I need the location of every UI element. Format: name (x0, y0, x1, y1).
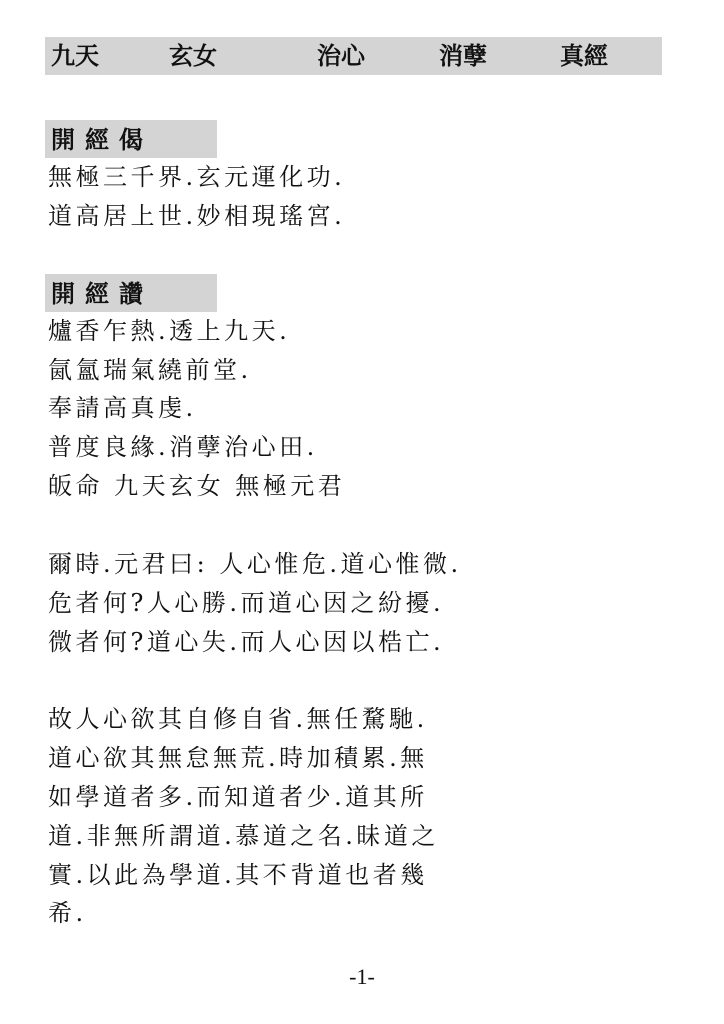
verse-line: 普度良緣.消孽治心田. (48, 433, 318, 461)
title-word-zhenjing: 真經 (560, 41, 608, 70)
section-heading-kaijing-ji (45, 120, 217, 158)
page-number: -1- (349, 964, 375, 989)
paragraph-line: 微者何?道心失.而人心因以梏亡. (48, 628, 445, 656)
paragraph-line: 希. (48, 899, 87, 927)
verse-line: 爐香乍熱.透上九天. (48, 317, 291, 345)
paragraph-line: 故人心欲其自修自省.無任騖馳. (48, 705, 428, 733)
verse-line: 氤氳瑞氣繞前堂. (48, 356, 252, 384)
paragraph-line: 實.以此為學道.其不背道也者幾 (48, 861, 428, 889)
title-word-xiaonie: 消孽 (439, 41, 487, 70)
sutra-title-bar (45, 37, 662, 75)
title-word-zhixin: 治心 (317, 41, 365, 70)
section-heading-text: 開經偈 (51, 125, 153, 154)
section-heading-kaijing-zan (45, 274, 217, 312)
paragraph-line: 如學道者多.而知道者少.道其所 (48, 783, 428, 811)
section-heading-text: 開經讚 (51, 279, 153, 308)
verse-line: 道高居上世.妙相現瑤宮. (48, 202, 346, 230)
paragraph-line: 道心欲其無怠無荒.時加積累.無 (48, 744, 428, 772)
verse-line: 無極三千界.玄元運化功. (48, 163, 346, 191)
paragraph-line: 爾時.元君曰: 人心惟危.道心惟微. (48, 550, 462, 578)
verse-line: 皈命 九天玄女 無極元君 (48, 472, 346, 500)
paragraph-line: 危者何?人心勝.而道心因之紛擾. (48, 589, 445, 617)
title-word-xuannu: 玄女 (169, 41, 217, 70)
paragraph-line: 道.非無所謂道.慕道之名.昧道之 (48, 822, 439, 850)
verse-line: 奉請高真虔. (48, 394, 197, 422)
title-word-jiutian: 九天 (51, 41, 99, 70)
